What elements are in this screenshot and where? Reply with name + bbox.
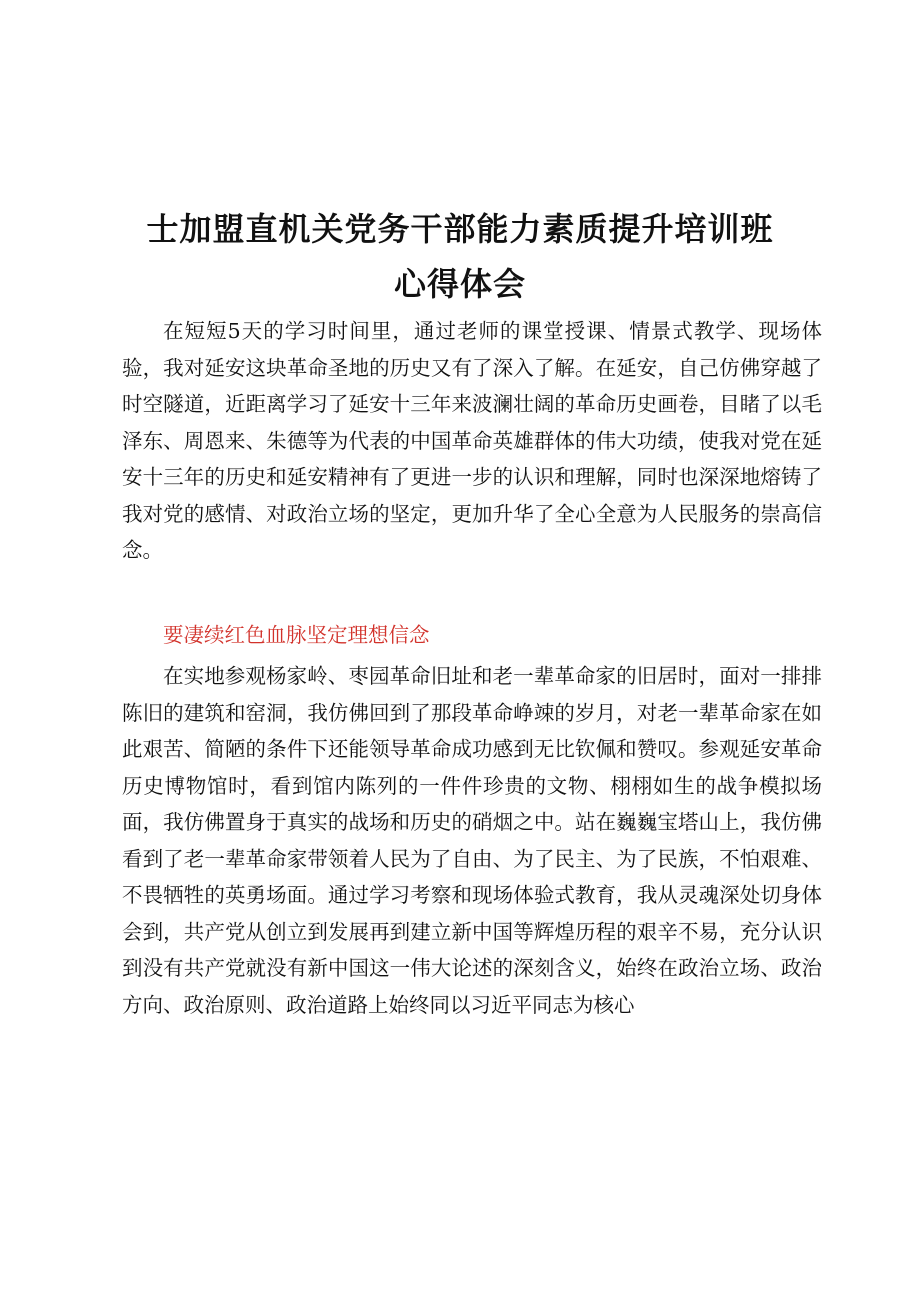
section-heading: 要凄续红色血脉坚定理想信念 [163,623,430,647]
document-title-line-1: 士加盟直机关党务干部能力素质提升培训班 [146,210,774,249]
paragraph-1-block [122,313,822,569]
document-title-line-2: 心得体会 [393,265,526,304]
paragraph-2: 在实地参观杨家岭、枣园革命旧址和老一辈革命家的旧居时，面对一排排陈旧的建筑和窑洞，我仿佛回到了那段革命峥竦的岁月，对老一辈革命家在如此艰苦、简陋的条件下还能领导革命成功感到无比钦佩和赞叹。参观延安革命历史博物馆时，看到馆内陈列的一件件珍贵的文物、栩栩如生的战争模拟场面，我仿佛置身于真实的战场和历史的硝烟之中。站在巍巍宝塔山上，我仿佛看到了老一辈革命家带领着人民为了自由、为了民主、为了民族，不怕艰难、不畏牺牲的英勇场面。通过学习考察和现场体验式教育，我从灵魂深处切身体会到，共产党从创立到发展再到建立新中国等辉煌历程的艰辛不易，充分认识到没有共产党就没有新中国这一伟大论述的深刻含义，始终在政治立场、政治方向、政治原则、政治道路上始终同以习近平同志为核心 [122,664,822,1017]
paragraph-2-block [122,658,822,1023]
paragraph-1: 在短短5天的学习时间里，通过老师的课堂授课、情景式教学、现场体验，我对延安这块革命圣地的历史又有了深入了解。在延安，自己仿佛穿越了时空隧道，近距离学习了延安十三年来波澜壮阔的革命历史画卷，目睹了以毛泽东、周恩来、朱德等为代表的中国革命英雄群体的伟大功绩，使我对党在延安十三年的历史和延安精神有了更进一步的认识和理解，同时也深深地熔铸了我对党的感情、对政治立场的坚定，更加升华了全心全意为人民服务的崇高信念。 [122,319,822,562]
